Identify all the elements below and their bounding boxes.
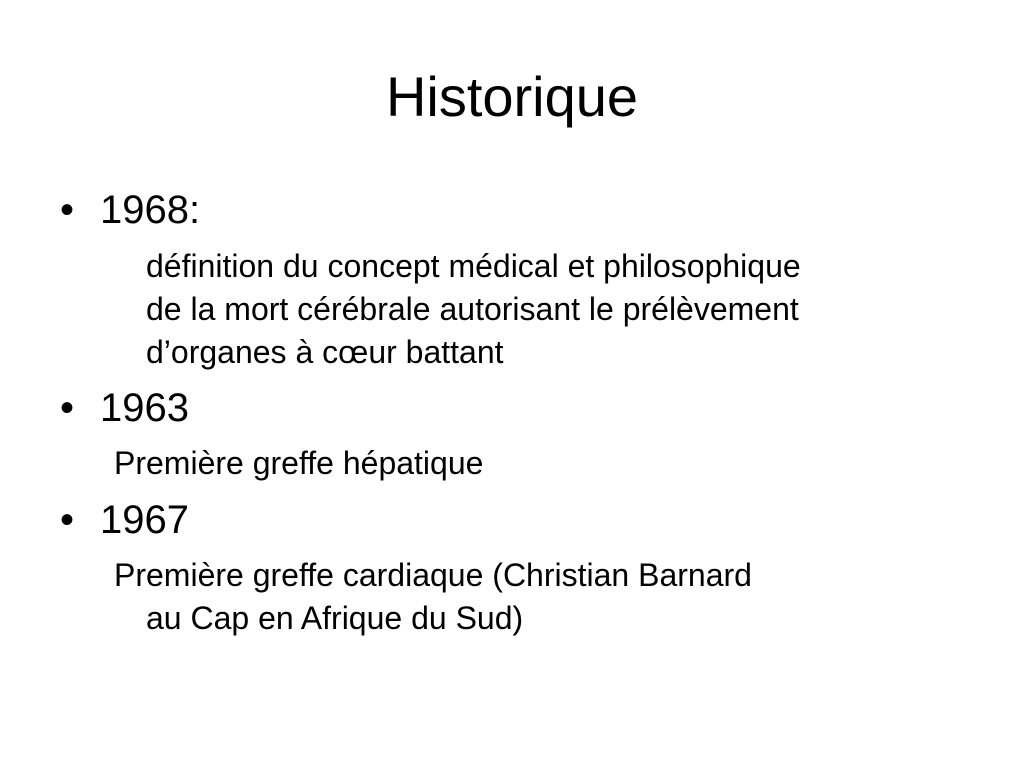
bullet-detail-1963 xyxy=(114,442,483,485)
bullet-detail-1968 xyxy=(146,245,801,374)
bullet-icon: • xyxy=(60,386,75,430)
slide-title: Historique xyxy=(385,65,639,128)
bullet-detail-1967 xyxy=(114,554,752,640)
bullet-item-1968 xyxy=(60,187,200,233)
detail-line: au Cap en Afrique du Sud) xyxy=(146,600,524,636)
detail-line: Première greffe cardiaque (Christian Barnard xyxy=(114,557,752,593)
bullet-item-1967 xyxy=(60,497,189,543)
bullet-year: 1963 xyxy=(100,386,189,430)
bullet-icon: • xyxy=(60,188,75,232)
bullet-year: 1968: xyxy=(100,188,201,232)
detail-line: Première greffe hépatique xyxy=(114,445,484,481)
detail-line: de la mort cérébrale autorisant le prélèvement xyxy=(146,291,799,327)
detail-line: d’organes à cœur battant xyxy=(146,334,504,370)
bullet-year: 1967 xyxy=(100,498,189,542)
detail-line: définition du concept médical et philosophique xyxy=(146,248,801,284)
bullet-icon: • xyxy=(60,498,75,542)
bullet-item-1963 xyxy=(60,385,189,431)
